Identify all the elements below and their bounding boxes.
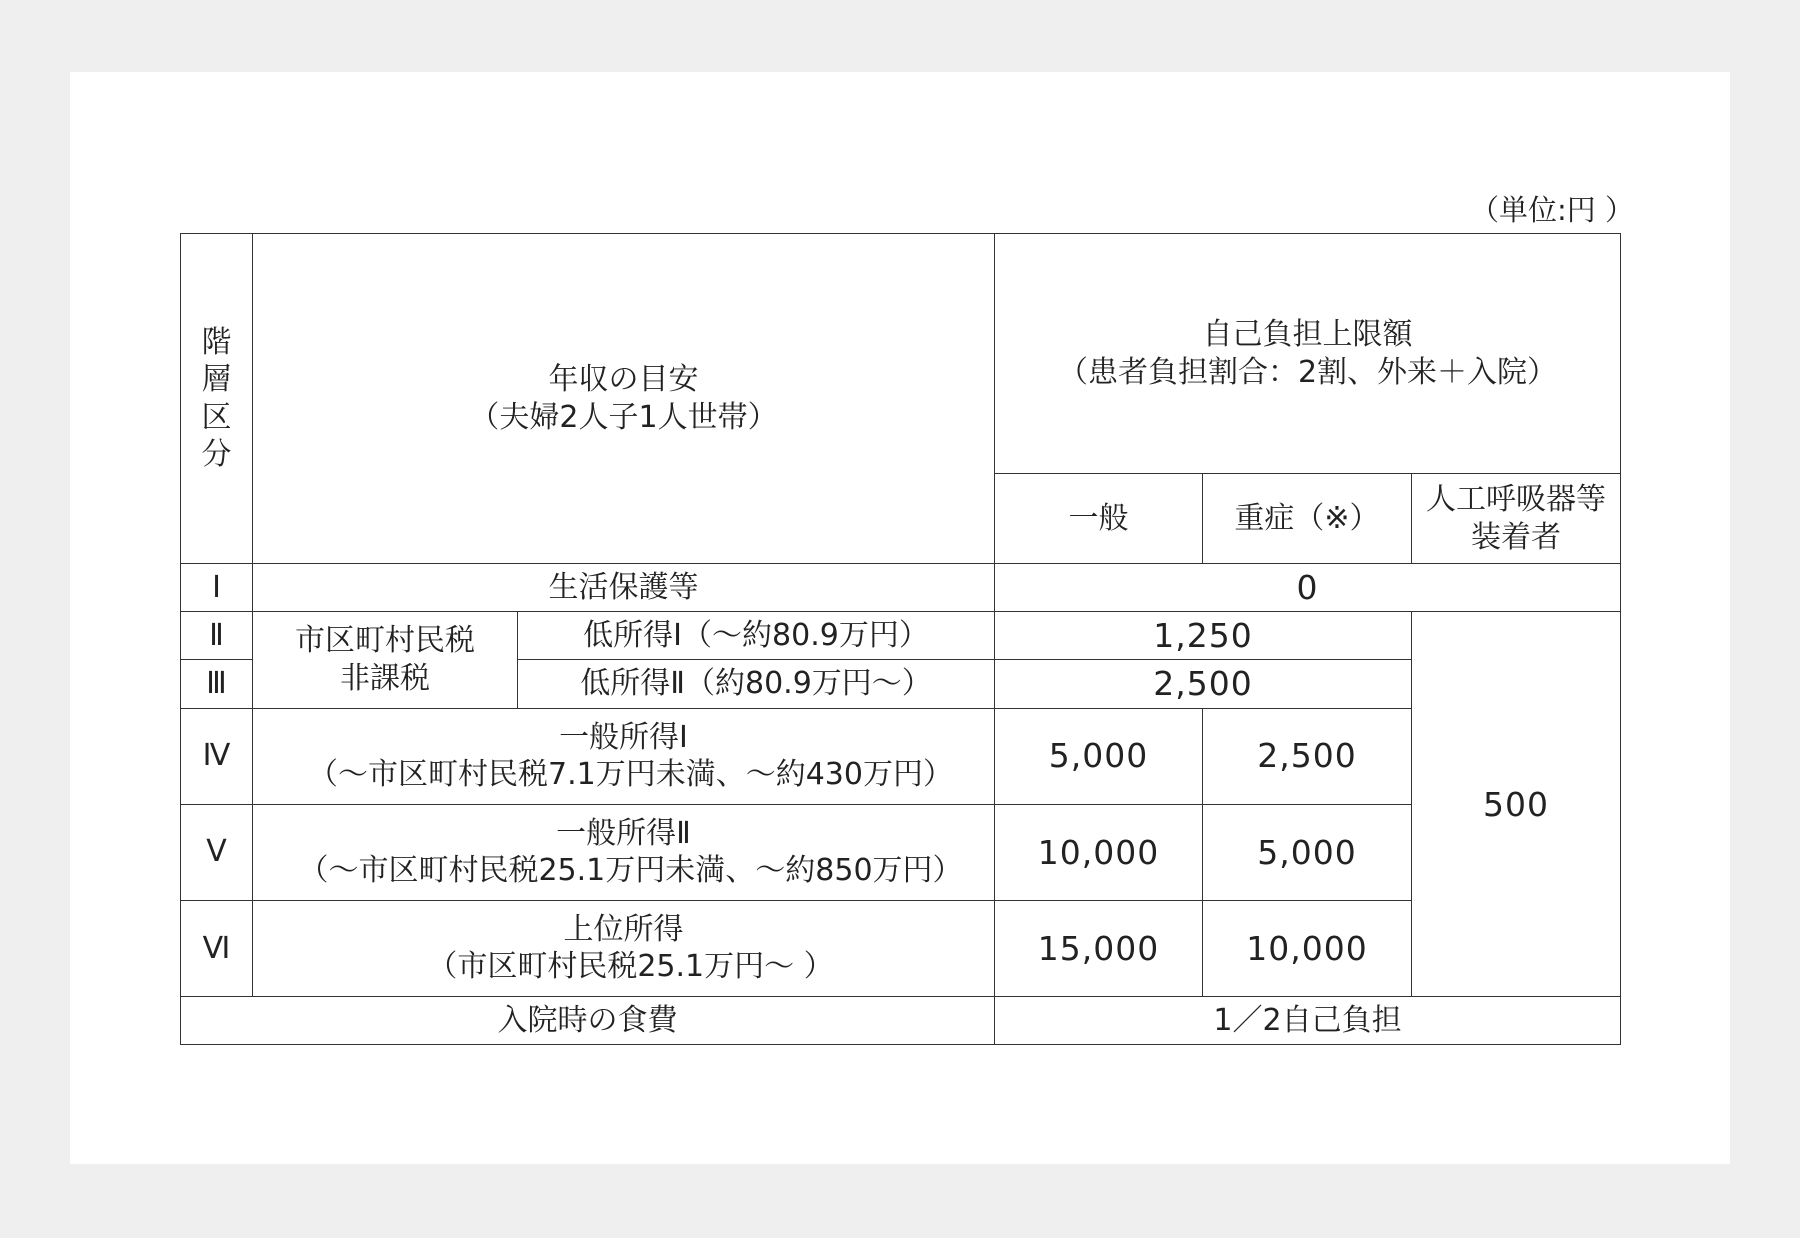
severe-limit-value: 10,000 bbox=[1203, 900, 1412, 996]
limit-value: 2,500 bbox=[995, 660, 1412, 708]
header-income-sub: （夫婦2人子1人世帯） bbox=[469, 399, 778, 435]
header-income-title: 年収の目安 bbox=[548, 362, 699, 398]
header-severe: 重症（※） bbox=[1203, 474, 1412, 564]
table-row-tier-1 bbox=[181, 564, 1621, 612]
tier-label: Ⅵ bbox=[181, 900, 253, 996]
income-desc: 上位所得 （市区町村民税25.1万円～ ） bbox=[253, 900, 995, 996]
header-general: 一般 bbox=[995, 474, 1203, 564]
tier-label: Ⅴ bbox=[181, 804, 253, 900]
income-desc: 低所得Ⅱ（約80.9万円～） bbox=[518, 660, 995, 708]
general-limit-value: 5,000 bbox=[995, 708, 1203, 804]
income-desc: 一般所得Ⅱ （～市区町村民税25.1万円未満、～約850万円） bbox=[253, 804, 995, 900]
header-income bbox=[253, 234, 995, 564]
severe-limit-value: 5,000 bbox=[1203, 804, 1412, 900]
header-row-1 bbox=[181, 234, 1621, 474]
general-limit-value: 15,000 bbox=[995, 900, 1203, 996]
tier-label: Ⅰ bbox=[181, 564, 253, 612]
meal-label: 入院時の食費 bbox=[181, 996, 995, 1044]
tier-label: Ⅲ bbox=[181, 660, 253, 708]
header-limit-title: 自己負担上限額 bbox=[1202, 317, 1413, 353]
header-tier: 階 層 区 分 bbox=[181, 234, 253, 564]
tier-label: Ⅳ bbox=[181, 708, 253, 804]
header-limit-sub: （患者負担割合：2割、外来＋入院） bbox=[1057, 354, 1558, 390]
limit-value: 1,250 bbox=[995, 612, 1412, 660]
income-desc: 低所得Ⅰ（～約80.9万円） bbox=[518, 612, 995, 660]
severe-limit-value: 2,500 bbox=[1203, 708, 1412, 804]
table-row-meal bbox=[181, 996, 1621, 1044]
limit-value: 0 bbox=[995, 564, 1621, 612]
copayment-limit-table bbox=[180, 233, 1621, 1045]
general-limit-value: 10,000 bbox=[995, 804, 1203, 900]
tier-label: Ⅱ bbox=[181, 612, 253, 660]
table-row-tier-6 bbox=[181, 900, 1621, 996]
table-row-tier-5 bbox=[181, 804, 1621, 900]
unit-note: （単位:円 ） bbox=[1470, 193, 1634, 227]
ventilator-limit-value: 500 bbox=[1412, 612, 1621, 996]
income-desc: 生活保護等 bbox=[253, 564, 995, 612]
header-limit bbox=[995, 234, 1621, 474]
meal-value: 1／2自己負担 bbox=[995, 996, 1621, 1044]
table-row-tier-2 bbox=[181, 612, 1621, 660]
table-row-tier-4 bbox=[181, 708, 1621, 804]
income-desc: 一般所得Ⅰ （～市区町村民税7.1万円未満、～約430万円） bbox=[253, 708, 995, 804]
header-ventilator: 人工呼吸器等 装着者 bbox=[1412, 474, 1621, 564]
tax-exempt-group: 市区町村民税 非課税 bbox=[253, 612, 518, 708]
